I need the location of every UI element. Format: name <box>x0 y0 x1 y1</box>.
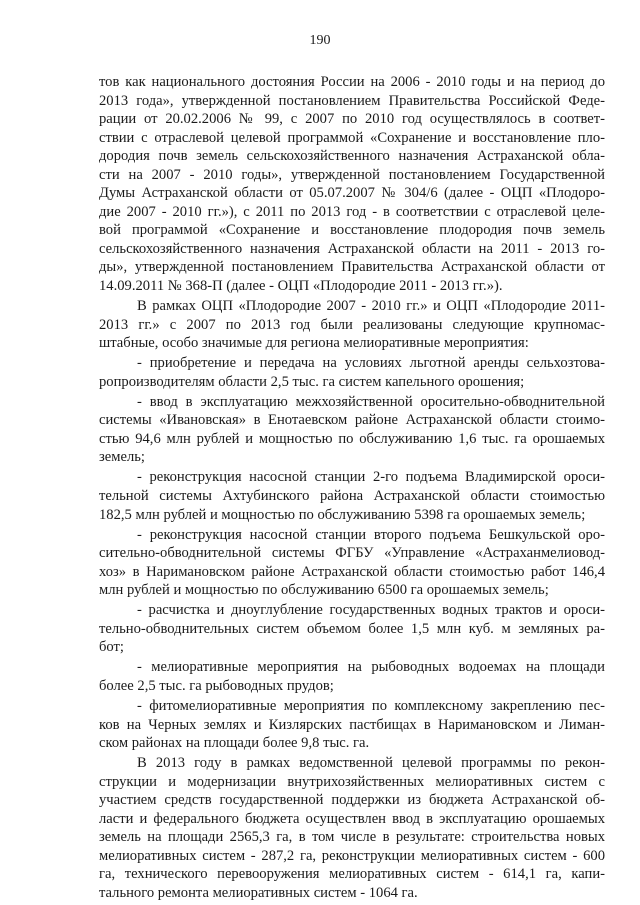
text-line: га, технического перевооружения мелиоративных систем - 614,1 га, капи- <box>99 866 605 883</box>
text-line: штабные, особо значимые для региона мелиоративные мероприятия: <box>99 335 529 352</box>
text-line: 14.09.2011 № 368-П (далее - ОЦП «Плодородие 2011 - 2013 гг.»). <box>99 278 503 295</box>
text-line: ды», утвержденной постановлением Правительства Астраханской области от <box>99 259 605 276</box>
text-line: сельскохозяйственного назначения Астраханской области на 2011 - 2013 го- <box>99 240 605 257</box>
paragraph <box>99 468 605 524</box>
text-line: - ввод в эксплуатацию межхозяйственной оросительно-обводнительной <box>137 393 605 410</box>
page-number: 190 <box>309 33 331 48</box>
text-line: В рамках ОЦП «Плодородие 2007 - 2010 гг.» и ОЦП «Плодородие 2011- <box>137 298 605 315</box>
text-line: тельной системы Ахтубинского района Астраханской области стоимостью <box>99 488 605 505</box>
text-line: - расчистка и дноуглубление государственных водных трактов и ороси- <box>137 602 605 619</box>
text-line: бот; <box>99 639 124 656</box>
text-line: ков на Черных землях и Кизлярских пастбищах в Наримановском и Лиман- <box>99 716 605 733</box>
text-line: земель на площади 2565,3 га, в том числе в результате: строительства новых <box>99 829 605 846</box>
paragraph <box>99 754 605 902</box>
paragraph <box>99 601 605 657</box>
text-line: ласти и федерального бюджета осуществлен ввод в эксплуатацию орошаемых <box>99 810 605 827</box>
text-line: ропроизводителям области 2,5 тыс. га систем капельного орошения; <box>99 373 525 390</box>
text-line: мелиоративных систем - 287,2 га, реконструкции мелиоративных систем - 600 <box>99 847 605 864</box>
text-line: струкции и модернизации внутрихозяйственных мелиоративных систем с <box>99 773 605 790</box>
text-line: ствии с отраслевой целевой программой «Сохранение и восстановление пло- <box>99 129 605 146</box>
text-line: более 2,5 тыс. га рыбоводных прудов; <box>99 678 334 694</box>
text-line: системы «Ивановская» в Енотаевском районе Астраханской области стоимо- <box>99 412 605 429</box>
text-line: сти на 2007 - 2010 годы», утвержденной постановлением Государственной <box>99 166 605 183</box>
text-line: тального ремонта мелиоративных систем - 1064 га. <box>99 885 418 902</box>
text-line: вой программой «Сохранение и восстановление плодородия почв земель <box>99 222 605 239</box>
text-line: - приобретение и передача на условиях льготной аренды сельхозтова- <box>137 355 605 372</box>
paragraph <box>99 354 605 391</box>
text-line: участием средств государственной поддержки из бюджета Астраханской об- <box>99 792 605 809</box>
text-line: - мелиоративные мероприятия на рыбоводных водоемах на площади <box>137 659 605 676</box>
text-line: дие 2007 - 2010 гг.»), с 2011 по 2013 год - в соответствии с отраслевой целе- <box>99 203 605 220</box>
text-line: 2013 года», утвержденной постановлением Правительства Российской Феде- <box>99 92 605 109</box>
text-line: сительно-обводнительной системы ФГБУ «Управление «Астраханмелиовод- <box>99 545 605 562</box>
text-line: В 2013 году в рамках ведомственной целевой программы по рекон- <box>137 755 605 772</box>
text-line: млн рублей и мощностью по обслуживанию 6500 га орошаемых земель; <box>99 582 549 599</box>
text-line: Думы Астраханской области от 05.07.2007 № 304/6 (далее - ОЦП «Плодоро- <box>99 185 605 202</box>
text-line: стью 94,6 млн рублей и мощностью по обслуживанию 1,6 тыс. га орошаемых <box>99 430 605 447</box>
text-line: тельно-обводнительных систем объемом более 1,5 млн куб. м земляных ра- <box>99 620 605 637</box>
text-line: - реконструкция насосной станции второго подъема Бешкульской оро- <box>137 526 605 543</box>
body-text <box>99 73 605 903</box>
paragraph <box>99 526 605 600</box>
text-line: дородия почв земель сельскохозяйственного назначения Астраханской обла- <box>99 148 605 165</box>
paragraph <box>99 73 605 296</box>
paragraph <box>99 393 605 467</box>
text-line: рации от 20.02.2006 № 99, с 2007 по 2010 год осуществлялось в соответ- <box>99 111 605 128</box>
text-line: - фитомелиоративные мероприятия по комплексному закреплению пес- <box>137 698 605 715</box>
text-line: - реконструкция насосной станции 2-го подъема Владимирской ороси- <box>137 469 605 486</box>
text-line: ском районах на площади более 9,8 тыс. га. <box>99 735 370 752</box>
text-line: 2013 гг.» с 2007 по 2013 год были реализованы следующие крупномас- <box>99 316 605 333</box>
text-line: земель; <box>99 449 145 466</box>
text-line: хоз» в Наримановском районе Астраханской области стоимостью работ 146,4 <box>99 563 605 580</box>
text-line: 182,5 млн рублей и мощностью по обслуживанию 5398 га орошаемых земель; <box>99 506 586 523</box>
text-line: тов как национального достояния России на 2006 - 2010 годы и на период до <box>99 74 605 90</box>
paragraph <box>99 697 605 753</box>
paragraph <box>99 658 605 695</box>
paragraph <box>99 297 605 353</box>
